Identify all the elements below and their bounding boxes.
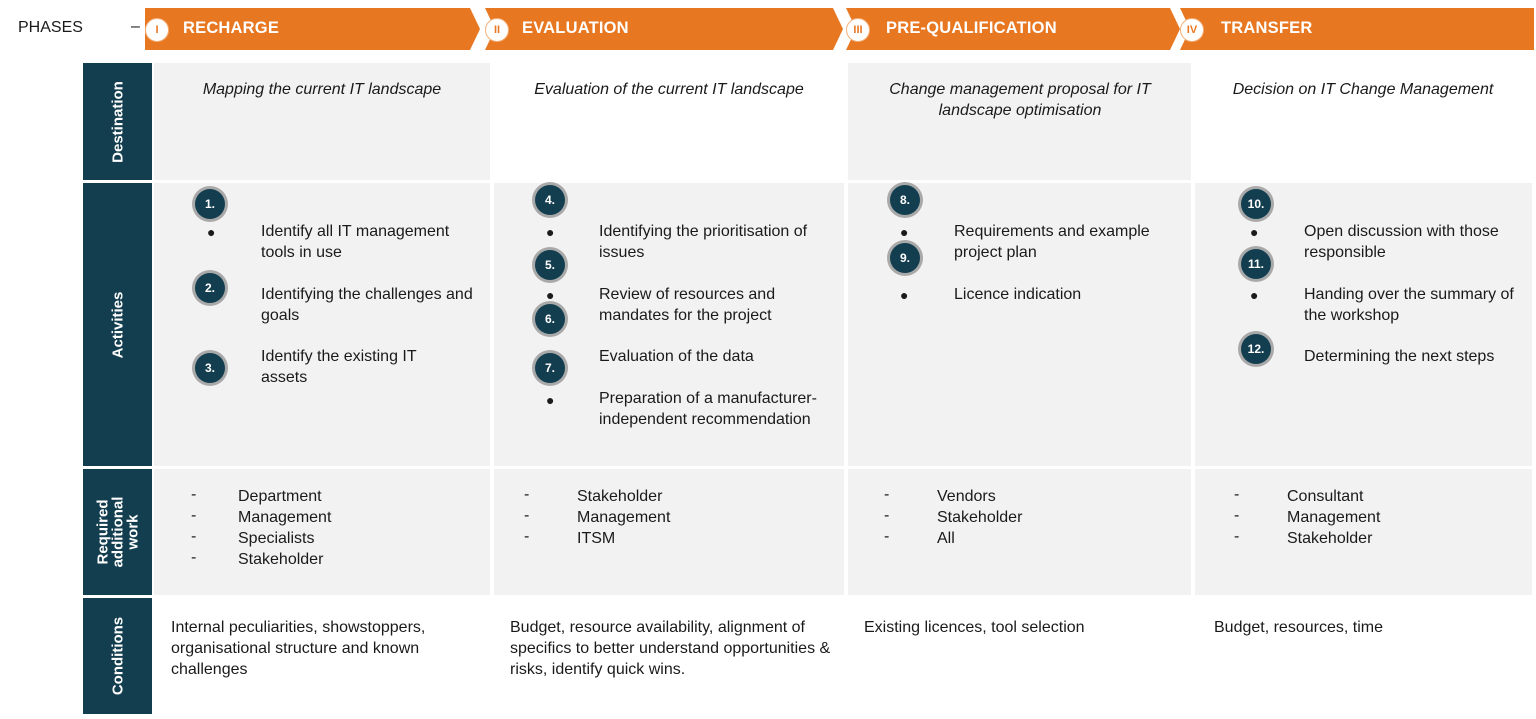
dash-marker: - — [524, 528, 530, 545]
step-marker: 6. — [535, 304, 565, 334]
phase-arrow-transfer — [1180, 8, 1534, 50]
dash-marker: - — [191, 507, 197, 524]
phase-title: EVALUATION — [522, 19, 629, 37]
phase-number-badge: IV — [1180, 18, 1204, 42]
dash-marker: - — [524, 507, 530, 524]
step-marker: 2. — [195, 273, 225, 303]
phases-label: PHASES — [18, 19, 83, 36]
destination-text: Evaluation of the current IT landscape — [534, 81, 804, 98]
dash-marker: - — [884, 528, 890, 545]
bullet-icon: ● — [900, 224, 909, 240]
bullet-icon: ● — [900, 287, 909, 303]
required-item: Stakeholder — [577, 488, 663, 505]
step-marker: 4. — [535, 185, 565, 215]
conditions-text: Existing licences, tool selection — [864, 619, 1085, 636]
phase-number-badge: II — [485, 18, 509, 42]
activity-item: Open discussion with those responsible — [1304, 223, 1499, 261]
activity-item: Identifying the challenges and goals — [261, 286, 473, 324]
destination-text: Mapping the current IT landscape — [202, 81, 442, 98]
required-item: Specialists — [238, 530, 315, 547]
required-item: Department — [238, 488, 322, 505]
required-item: Vendors — [937, 488, 996, 505]
row-header-required — [83, 469, 152, 595]
phase-number-badge: I — [145, 18, 169, 42]
required-item: Stakeholder — [1287, 530, 1373, 547]
dash-marker: - — [191, 549, 197, 566]
required-item: Management — [238, 509, 332, 526]
row-header-activities — [83, 183, 152, 466]
step-marker: 9. — [890, 243, 920, 273]
destination-text: Decision on IT Change Management — [1232, 81, 1494, 98]
row-header-conditions — [83, 598, 152, 714]
activity-item: Licence indication — [954, 286, 1082, 303]
activity-item: Identify the existing IT assets — [261, 348, 417, 386]
phase-title: TRANSFER — [1221, 19, 1313, 37]
bullet-icon: ● — [1250, 287, 1259, 303]
step-marker: 7. — [535, 353, 565, 383]
activity-item: Requirements and example project plan — [954, 223, 1150, 261]
required-item: Consultant — [1287, 488, 1364, 505]
step-marker: 11. — [1241, 249, 1271, 279]
required-item: Management — [1287, 509, 1381, 526]
bullet-icon: ● — [1250, 224, 1259, 240]
destination-text: Change management proposal for IT landscape optimisation — [889, 81, 1151, 119]
step-marker: 8. — [890, 185, 920, 215]
phase-number-badge: III — [846, 18, 870, 42]
required-item: Stakeholder — [238, 551, 324, 568]
bullet-icon: ● — [546, 392, 555, 408]
dash-marker: - — [191, 528, 197, 545]
required-item: Stakeholder — [937, 509, 1023, 526]
phases-dash: – — [131, 18, 140, 35]
cell-background — [154, 469, 490, 595]
row-header-label: Required additional work — [94, 496, 141, 568]
phase-arrow-prequalification — [846, 8, 1180, 50]
activity-item: Identify all IT management tools in use — [261, 223, 450, 261]
step-marker: 5. — [535, 250, 565, 280]
dash-marker: - — [1234, 507, 1240, 524]
dash-marker: - — [191, 486, 197, 503]
row-header-destination — [83, 63, 152, 180]
phase-title: RECHARGE — [183, 19, 280, 37]
phase-arrow-recharge — [145, 8, 480, 50]
bullet-icon: ● — [207, 224, 216, 240]
bullet-icon: ● — [546, 287, 555, 303]
required-item: All — [937, 530, 955, 547]
dash-marker: - — [1234, 486, 1240, 503]
row-header-label: Destination — [109, 80, 126, 163]
dash-marker: - — [884, 486, 890, 503]
activity-item: Identifying the prioritisation of issues — [599, 223, 808, 261]
cell-background — [848, 469, 1191, 595]
conditions-text: Budget, resource availability, alignment of specifics to better understand opportunities & risks, identify quick wins. — [510, 619, 831, 678]
phase-title: PRE-QUALIFICATION — [886, 19, 1057, 37]
required-item: Management — [577, 509, 671, 526]
step-marker: 12. — [1241, 334, 1271, 364]
row-header-label: Conditions — [109, 616, 126, 696]
step-marker: 3. — [195, 353, 225, 383]
step-marker: 10. — [1241, 189, 1271, 219]
activity-item: Review of resources and mandates for the project — [599, 286, 776, 324]
dash-marker: - — [884, 507, 890, 524]
conditions-text: Internal peculiarities, showstoppers, organisational structure and known challenges — [171, 619, 426, 678]
bullet-icon: ● — [546, 224, 555, 240]
conditions-text: Budget, resources, time — [1214, 619, 1383, 636]
activity-item: Preparation of a manufacturer-independent recommendation — [599, 390, 817, 428]
row-header-label: Activities — [109, 291, 126, 358]
dash-marker: - — [1234, 528, 1240, 545]
phase-arrow-evaluation — [485, 8, 843, 50]
step-marker: 1. — [195, 189, 225, 219]
dash-marker: - — [524, 486, 530, 503]
activity-item: Handing over the summary of the workshop — [1304, 286, 1514, 324]
activity-item: Evaluation of the data — [599, 348, 754, 365]
cell-background — [494, 469, 844, 595]
activity-item: Determining the next steps — [1304, 348, 1495, 365]
required-item: ITSM — [577, 530, 616, 547]
